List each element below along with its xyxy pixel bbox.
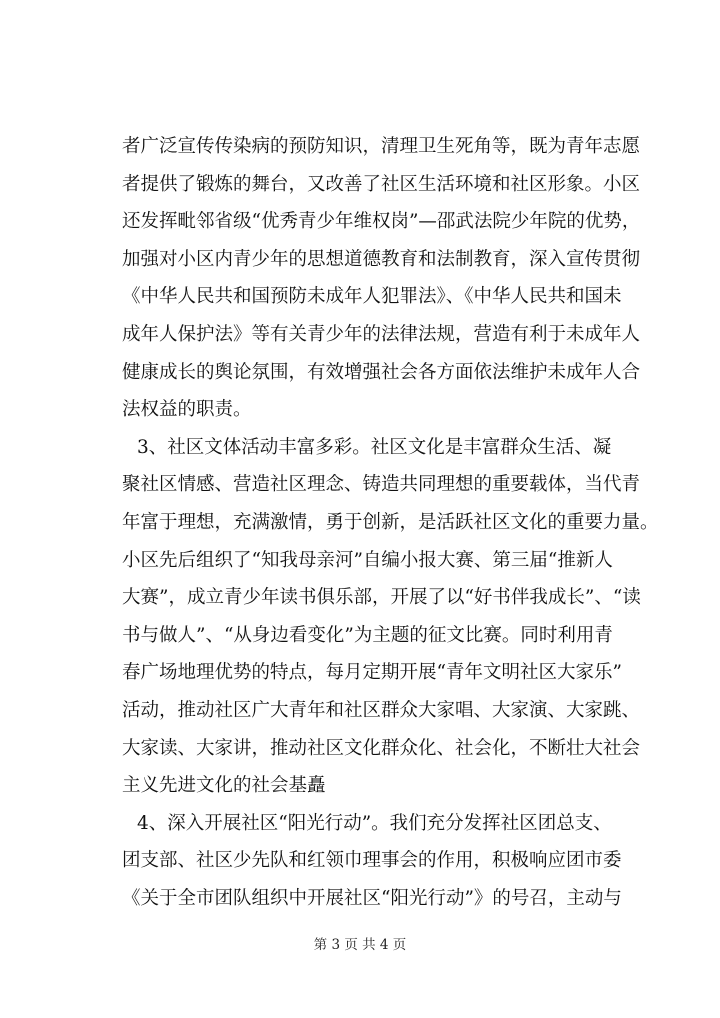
text-line-6: 成年人保护法》等有关青少年的法律法规，营造有利于未成年人	[122, 323, 641, 345]
text-line-18: 主义先进文化的社会基矗	[122, 775, 326, 797]
section-4-heading-line: 4、深入开展社区“阳光行动”。我们充分发挥社区团总支、	[137, 812, 612, 834]
text-line-21: 《关于全市团队组织中开展社区“阳光行动”》的号召，主动与	[122, 887, 622, 909]
text-line-10: 聚社区情感、营造社区理念、铸造共同理想的重要载体，当代青	[122, 474, 641, 496]
text-line-3: 还发挥毗邻省级“优秀青少年维权岗”—邵武法院少年院的优势，	[122, 211, 641, 233]
text-line-12: 小区先后组织了“知我母亲河”自编小报大赛、第三届“推新人	[122, 549, 613, 571]
text-line-5: 《中华人民共和国预防未成年人犯罪法》、《中华人民共和国未	[122, 286, 622, 308]
text-line-11: 年富于理想，充满激情，勇于创新，是活跃社区文化的重要力量。	[122, 511, 659, 533]
text-line-13: 大赛”，成立青少年读书俱乐部，开展了以“好书伴我成长”、“读	[122, 587, 641, 609]
text-line-8: 法权益的职责。	[122, 399, 252, 421]
text-line-15: 春广场地理优势的特点，每月定期开展“青年文明社区大家乐”	[122, 662, 622, 684]
text-line-17: 大家读、大家讲，推动社区文化群众化、社会化，不断壮大社会	[122, 737, 641, 759]
text-line-2: 者提供了锻炼的舞台，又改善了社区生活环境和社区形象。小区	[122, 173, 641, 195]
page-footer: 第 3 页 共 4 页	[313, 937, 407, 953]
text-line-1: 者广泛宣传传染病的预防知识，清理卫生死角等，既为青年志愿	[122, 136, 641, 157]
section-3-heading-line: 3、社区文体活动丰富多彩。社区文化是丰富群众生活、凝	[137, 436, 612, 458]
text-line-7: 健康成长的舆论氛围，有效增强社会各方面依法维护未成年人合	[122, 361, 641, 383]
text-line-14: 书与做人”、“从身边看变化”为主题的征文比赛。同时利用青	[122, 624, 613, 646]
text-line-20: 团支部、社区少先队和红领巾理事会的作用，积极响应团市委	[122, 850, 622, 872]
text-line-4: 加强对小区内青少年的思想道德教育和法制教育，深入宣传贯彻	[122, 248, 641, 270]
text-line-16: 活动，推动社区广大青年和社区群众大家唱、大家演、大家跳、	[122, 699, 641, 721]
document-body	[122, 128, 659, 917]
